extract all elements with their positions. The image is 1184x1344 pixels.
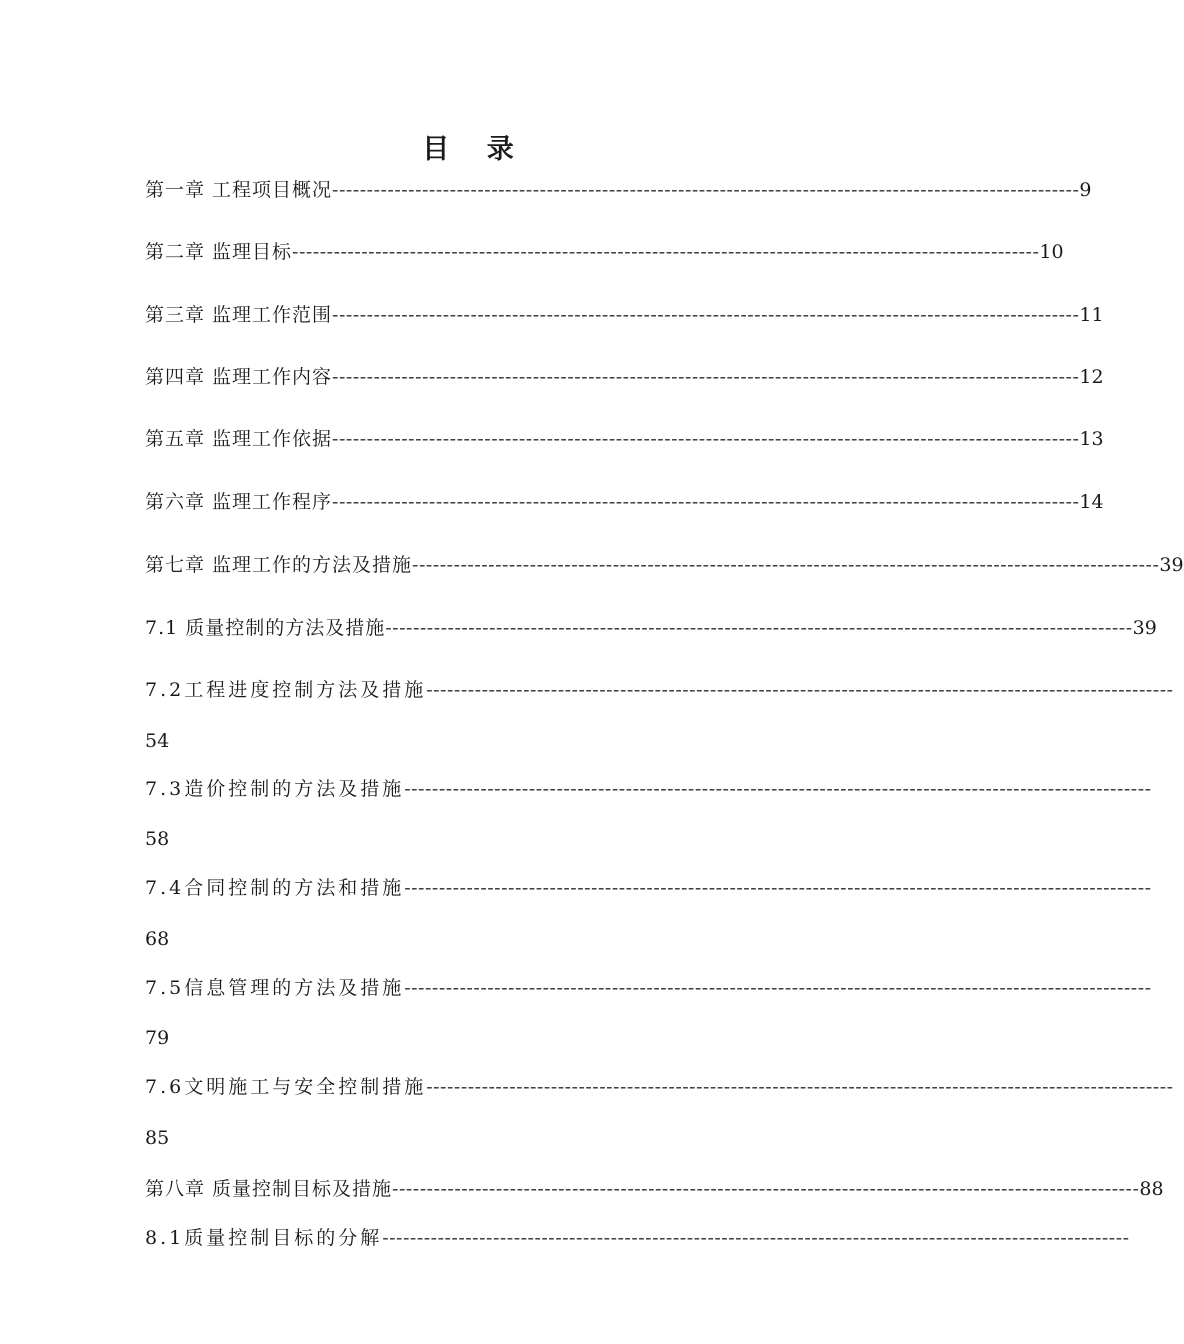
toc-leader: ------------------------------------------------------------------------------------------------------------ — [332, 366, 1080, 388]
toc-page-number: 14 — [1079, 491, 1104, 513]
toc-entry-label: 第四章 监理工作内容 — [145, 366, 333, 388]
toc-leader: ------------------------------------------------------------------------------------------------------------ — [332, 179, 1080, 201]
toc-entry-chapter-4[interactable] — [145, 363, 1104, 391]
toc-entry-chapter-1[interactable] — [145, 176, 1092, 204]
toc-page-number: 11 — [1079, 304, 1104, 326]
toc-entry-chapter-7[interactable] — [145, 551, 1184, 579]
toc-entry-label: 第三章 监理工作范围 — [145, 304, 333, 326]
toc-entry-chapter-5[interactable] — [145, 425, 1104, 453]
toc-entry-label: 8.1质量控制目标的分解 — [145, 1227, 383, 1249]
toc-page-number: 12 — [1079, 366, 1104, 388]
toc-leader: ------------------------------------------------------------------------------------------------------------ — [292, 241, 1040, 263]
toc-entry-section-7-4[interactable] — [145, 874, 1152, 902]
toc-entry-chapter-8[interactable] — [145, 1175, 1164, 1203]
toc-page-number: 10 — [1039, 241, 1064, 263]
toc-leader: ------------------------------------------------------------------------------------------------------------ — [332, 304, 1080, 326]
toc-page-number: 85 — [145, 1127, 170, 1149]
toc-entry-section-7-3[interactable] — [145, 775, 1152, 803]
toc-entry-label: 第五章 监理工作依据 — [145, 428, 333, 450]
toc-entry-section-7-5[interactable] — [145, 974, 1152, 1002]
toc-page-number: 13 — [1079, 428, 1104, 450]
toc-entry-chapter-2[interactable] — [145, 238, 1064, 266]
page-title: 目 录 — [422, 134, 528, 165]
toc-entry-section-7-6[interactable] — [145, 1073, 1174, 1101]
toc-entry-label: 7.3造价控制的方法及措施 — [145, 778, 405, 800]
toc-entry-section-7-1[interactable] — [145, 614, 1157, 642]
toc-leader: ------------------------------------------------------------------------------------------------------------ — [404, 977, 1152, 999]
toc-leader: ------------------------------------------------------------------------------------------------------------ — [404, 877, 1152, 899]
toc-page-number: 88 — [1139, 1178, 1164, 1200]
toc-leader: ------------------------------------------------------------------------------------------------------------ — [382, 1227, 1130, 1249]
toc-page-number: 68 — [145, 928, 170, 950]
toc-leader: ------------------------------------------------------------------------------------------------------------ — [404, 778, 1152, 800]
toc-entry-label: 第八章 质量控制目标及措施 — [145, 1178, 393, 1200]
toc-page-number: 54 — [145, 730, 170, 752]
toc-page-number: 9 — [1079, 179, 1092, 201]
toc-entry-label: 7.1 质量控制的方法及措施 — [145, 617, 386, 639]
toc-entry-label: 7.5信息管理的方法及措施 — [145, 977, 405, 999]
toc-entry-section-7-2[interactable] — [145, 676, 1174, 704]
toc-leader: ------------------------------------------------------------------------------------------------------------ — [385, 617, 1133, 639]
toc-entry-section-8-1[interactable] — [145, 1224, 1130, 1252]
toc-leader: ------------------------------------------------------------------------------------------------------------ — [332, 491, 1080, 513]
toc-leader: ------------------------------------------------------------------------------------------------------------ — [426, 679, 1174, 701]
toc-entry-label: 第二章 监理目标 — [145, 241, 293, 263]
toc-entry-label: 7.2工程进度控制方法及措施 — [145, 679, 427, 701]
toc-entry-label: 7.6文明施工与安全控制措施 — [145, 1076, 427, 1098]
toc-page-number: 39 — [1132, 617, 1157, 639]
toc-page-number: 39 — [1159, 554, 1184, 576]
toc-leader: ------------------------------------------------------------------------------------------------------------ — [332, 428, 1080, 450]
toc-leader: ------------------------------------------------------------------------------------------------------------ — [392, 1178, 1140, 1200]
toc-page-number: 58 — [145, 828, 170, 850]
toc-page-number: 79 — [145, 1027, 170, 1049]
toc-entry-chapter-6[interactable] — [145, 488, 1104, 516]
toc-leader: ------------------------------------------------------------------------------------------------------------ — [412, 554, 1160, 576]
toc-entry-chapter-3[interactable] — [145, 301, 1104, 329]
toc-leader: ------------------------------------------------------------------------------------------------------------ — [426, 1076, 1174, 1098]
toc-entry-label: 第一章 工程项目概况 — [145, 179, 333, 201]
toc-entry-label: 7.4合同控制的方法和措施 — [145, 877, 405, 899]
toc-entry-label: 第六章 监理工作程序 — [145, 491, 333, 513]
toc-entry-label: 第七章 监理工作的方法及措施 — [145, 554, 413, 576]
